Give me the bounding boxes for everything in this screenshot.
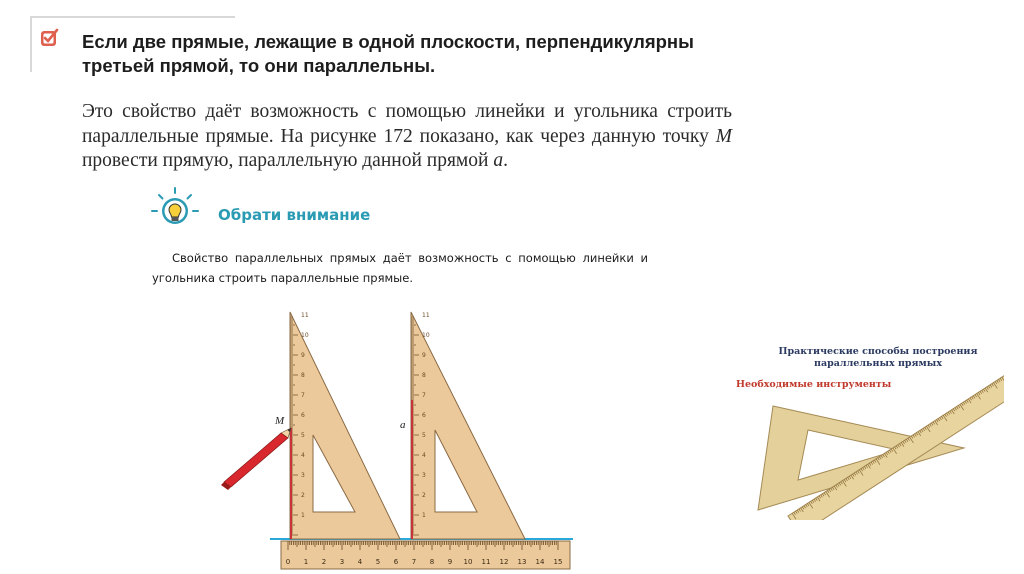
triangle-number: 3 [301,472,305,479]
rule-statement: Если две прямые, лежащие в одной плоскости, перпендикулярны третьей прямой, то они параллельны. [82,31,694,76]
triangle-number: 8 [301,372,305,379]
triangle-number: 5 [422,432,426,439]
triangle-number: 6 [301,412,305,419]
triangle-number: 9 [301,352,305,359]
triangle-number: 3 [422,472,426,479]
checkbox-icon [40,28,60,48]
explanation-paragraph [82,100,732,174]
triangle-number: 8 [422,372,426,379]
set-square-left [290,312,400,539]
triangle-number: 11 [301,312,309,319]
triangle-number: 7 [301,392,305,399]
inset-title-line1: Практические способы построения [778,346,978,357]
pencil-icon [221,428,291,490]
ruler-number: 15 [553,558,563,566]
triangle-number: 4 [301,452,305,459]
ruler-number: 10 [463,558,473,566]
paragraph-part1: Это свойство даёт возможность с помощью линейки и угольника строить параллельные прямые. На рисунке 172 показано, как через данную точку [82,101,732,147]
inset-title-line2: параллельных прямых [814,358,942,369]
note-title: Обрати внимание [218,206,371,224]
ruler-number: 11 [481,558,491,566]
top-divider [30,16,235,18]
ruler-number: 9 [447,558,453,566]
triangle-number: 10 [422,332,430,339]
left-divider [30,16,32,72]
triangle-number: 6 [422,412,426,419]
ruler-number: 5 [375,558,381,566]
triangle-number: 1 [422,512,426,519]
ruler-number: 6 [393,558,399,566]
triangle-number: 5 [301,432,305,439]
inset-subtitle: Необходимые инструменты [736,379,892,390]
ruler-number: 3 [339,558,345,566]
triangle-number: 10 [301,332,309,339]
ruler-number: 2 [321,558,327,566]
tools-inset-image [728,330,1004,520]
point-M-label: M [275,415,285,427]
paragraph-part2: провести прямую, параллельную данной прямой [82,150,494,171]
triangle-number: 2 [301,492,305,499]
ruler-number: 0 [285,558,291,566]
line-a-label: a [400,419,406,431]
ruler-number: 13 [517,558,527,566]
triangle-number: 2 [422,492,426,499]
triangle-number: 11 [422,312,430,319]
triangle-number: 4 [422,452,426,459]
set-square-right [411,312,525,539]
ruler-number: 12 [499,558,509,566]
ruler-number: 1 [303,558,309,566]
triangle-number: 9 [422,352,426,359]
ruler-number: 7 [411,558,417,566]
triangle-number: 7 [422,392,426,399]
ruler-number: 8 [429,558,435,566]
line-label: a [493,150,504,171]
note-text: Свойство параллельных прямых даёт возможность с помощью линейки и угольника строить параллельные прямые. [152,251,648,285]
triangle-number: 1 [301,512,305,519]
ruler-number: 14 [535,558,545,566]
ruler-number: 4 [357,558,363,566]
ruler-triangle-figure [215,300,575,574]
point-label: M [715,125,732,147]
paragraph-part3: . [503,150,508,171]
lightbulb-icon [150,186,200,236]
